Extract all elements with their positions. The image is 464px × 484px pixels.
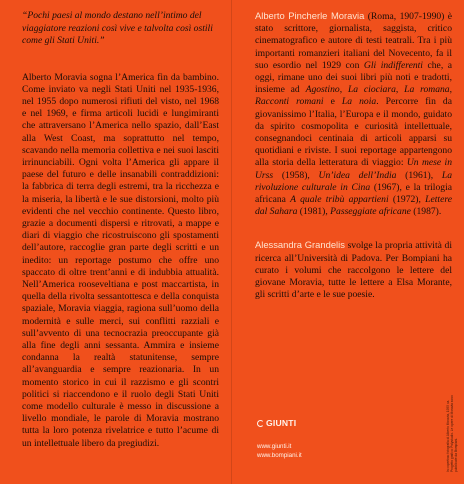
book-title: Lettere dal Sahara xyxy=(255,194,452,218)
book-title: Un’idea dell’India xyxy=(318,169,397,181)
bio-text-segment: , xyxy=(449,84,452,96)
url-link[interactable]: www.bompiani.it xyxy=(257,452,302,459)
book-title: Agostino xyxy=(305,84,340,96)
bio-text-segment: , xyxy=(395,84,405,96)
bio-text-segment: (1972), xyxy=(388,194,426,206)
author-name: Alberto Pincherle Moravia xyxy=(255,10,365,21)
book-title: La ciociara xyxy=(347,84,396,96)
bio-text-segment: e xyxy=(323,96,342,108)
bio-text-segment: (Roma, 1907-1990) è stato scrittore, giornalista, saggista, critico cinematografico e autore di testi teatrali. Tra i più importanti romanzieri italiani del Novecento, fa il suo esordio nel 1929 con xyxy=(255,11,452,71)
giunti-logo-icon xyxy=(257,420,264,427)
publisher-block xyxy=(257,418,302,460)
editor-bio-text: svolge la propria attività di ricerca all’Università di Padova. Per Bompiani ha curato i volumi che raccolgono le lettere del giovane Moravia, tutte le lettere a Elsa Morante, gli scritti d’arte e le sue poesie. xyxy=(255,240,452,301)
bio-text-segment: che, a oggi, rimane uno dei suoi libri più noti e tradotti, insieme ad xyxy=(255,59,452,96)
left-flap xyxy=(0,0,231,484)
giunti-logo-text: GIUNTI xyxy=(266,418,297,428)
epigraph-quote: “Pochi paesi al mondo destano nell’intimo del viaggiatore reazioni così vive e talvolta così ostili come gli Stati Uniti.” xyxy=(22,10,213,46)
bio-text-segment: (1958), xyxy=(273,169,319,181)
book-title: La romana xyxy=(404,84,450,96)
book-title: Racconti romani xyxy=(255,96,324,108)
book-title: La rivoluzione culturale in Cina xyxy=(255,169,452,193)
book-title: Un mese in Urss xyxy=(255,157,452,181)
book-title: A quale tribù appartieni xyxy=(290,194,389,206)
author-bio-text xyxy=(255,11,452,217)
bio-text-segment: , xyxy=(339,84,348,96)
bio-text-segment: . Percorre fin da giovanissimo l’Italia, l’Europa e il mondo, guidato da spirito cosmopolita e curiosità intellettuale, consegnandoci centinaia di articoli apparsi su quotidiani e riviste. I suoi reportage appartengono alla storia della letteratura di viaggio: xyxy=(255,96,452,169)
bio-text-segment: (1967), e la trilogia africana xyxy=(255,181,452,206)
book-description: Alberto Moravia sogna l’America fin da bambino. Come inviato va negli Stati Uniti nel 1935-1936, nel 1955 dopo numerosi rifiuti del visto, nel 1968 e nel 1969, e firma articoli lucidi e lungimiranti che attraversano l’America nello spazio, dall’East alla West Coast, ma soprattutto nel tempo, scavando nella memoria collettiva e nei suoi lasciti irrinunciabili. Ogni volta l’America gli appare il paese del futuro e delle insanabili contraddizioni: la fabbrica di terra degli estremi, tra la ricchezza e la miseria, la libertà e le sue distorsioni, molto più evidenti che nel vecchio continente. Questo libro, grazie a documenti dispersi e ritrovati, a mappe e diari di viaggio che ricostruiscono gli spostamenti dell’autore, raccoglie gran parte degli scritti e un inedito: un reportage postumo che offre uno spaccato di oltre trent’anni e di indubbia attualità. Nell’America rooseveltiana e post maccartista, in quella della rivolta sessantottesca e della conquista spaziale, Moravia viaggia, ragiona sull’uomo della modernità e sulle merci, sui conflitti razziali e sull’avvento di una tecnocrazia preoccupante già alla fine degli anni sessanta. Ammira e insieme condanna la realtà statunitense, sempre all’avanguardia e sempre reazionaria. In un momento storico in cui il razzismo e gli scontri politici si riaccendono e il ruolo degli Stati Uniti come modello culturale è messo in discussione a livello mondiale, le parole di Moravia mostrano tutta la loro potenza rivelatrice e tutto l’acume di un intellettuale libero da pregiudizi. xyxy=(22,71,219,449)
bio-text-segment: (1987). xyxy=(410,206,442,218)
editor-bio xyxy=(255,239,452,301)
editor-name: Alessandra Grandelis xyxy=(255,239,345,251)
spine-credit-text: In copertina: fotografia di Alberto Moravia, 1955 ca. Progetto grafico: Polystudio. Le opere di Moravia sono pubblicate da Bompiani. xyxy=(446,395,458,472)
book-title: Gli indifferenti xyxy=(363,59,423,71)
fold-line xyxy=(231,0,232,484)
bio-text-segment: (1981), xyxy=(297,206,331,218)
giunti-logo xyxy=(257,418,302,428)
bio-text-segment: (1961), xyxy=(396,169,442,181)
url-link[interactable]: www.giunti.it xyxy=(257,443,292,450)
right-flap xyxy=(233,0,464,484)
author-bio xyxy=(255,10,452,218)
book-title: Passeggiate africane xyxy=(330,206,411,218)
publisher-urls xyxy=(257,442,302,460)
book-title: La noia xyxy=(341,96,377,108)
